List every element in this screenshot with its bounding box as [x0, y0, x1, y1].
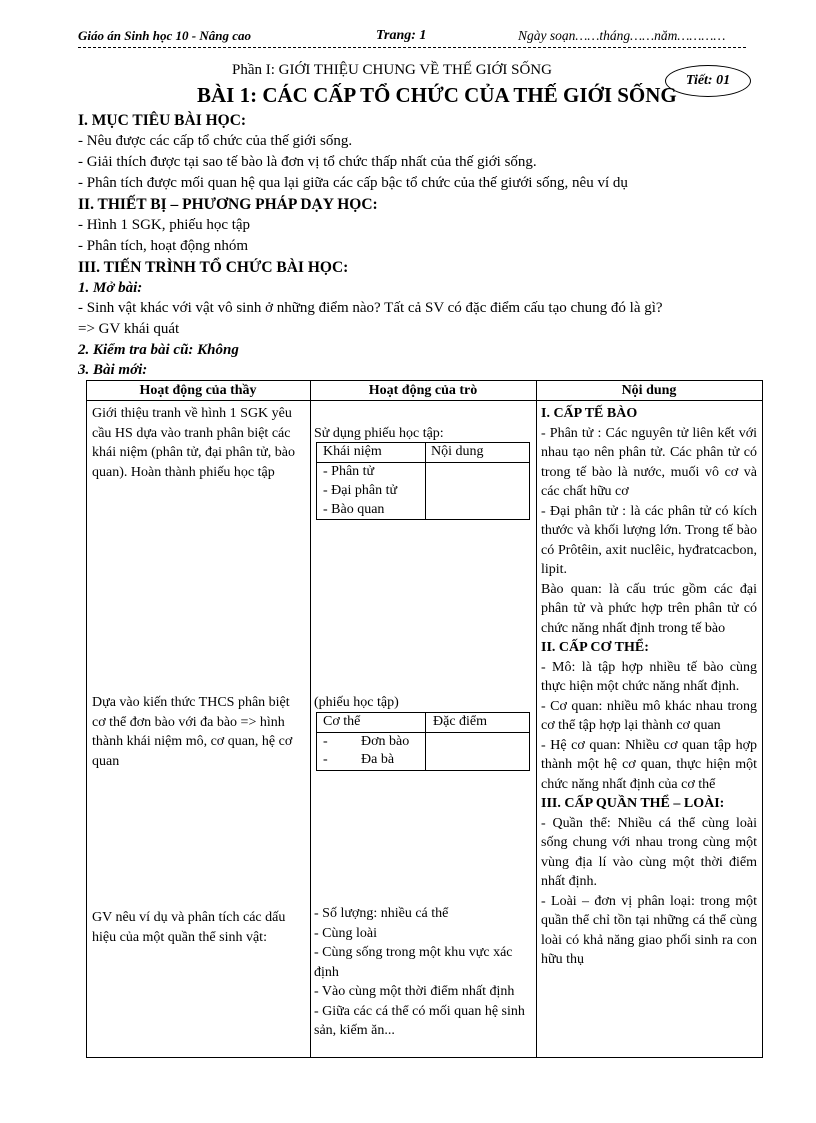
header-divider	[78, 47, 746, 48]
opening-question: - Sinh vật khác với vật vô sinh ở những điểm nào? Tất cả SV có đặc điểm cấu tạo chung đó là gì?	[78, 300, 663, 316]
ws2-header: Đặc điểm	[433, 714, 488, 729]
header-date: Ngày soạn……tháng……năm…………	[518, 28, 726, 43]
equipment-item: - Hình 1 SGK, phiếu học tập	[78, 217, 251, 233]
teacher-activity-1: Giới thiệu tranh về hình 1 SGK yêu cầu HS dựa vào tranh phân biệt các khái niệm (phân tử, đại phân tử, bào quan). Hoàn thành phiếu học tập	[92, 406, 295, 480]
teacher-activity-2: Dựa vào kiến thức THCS phân biệt cơ thể đơn bào với đa bào => hình thành khái niệm mô, cơ quan, hệ cơ quan	[92, 695, 293, 769]
opening-answer: => GV khái quát	[78, 321, 180, 337]
content-heading-population: III. CẤP QUẦN THỂ – LOÀI:	[541, 796, 725, 811]
part-title: Phần I: GIỚI THIỆU CHUNG VỀ THẾ GIỚI SỐNG	[232, 62, 552, 78]
page-header	[78, 26, 746, 48]
student-list-3	[314, 904, 530, 1041]
content-para: - Cơ quan: nhiều mô khác nhau trong cơ thể tập hợp lại thành cơ quan	[541, 698, 757, 733]
opening-heading: 1. Mở bài:	[78, 280, 143, 296]
ws1-row: - Bào quan	[323, 502, 385, 517]
header-content: Nội dung	[621, 383, 677, 398]
ws1-row: - Đại phân tử	[323, 483, 398, 498]
list-item: - Cùng loài	[314, 925, 377, 941]
content-heading-cell: I. CẤP TẾ BÀO	[541, 406, 638, 421]
content-para: - Quần thể: Nhiều cá thể cùng loài sống chung với nhau trong cùng một vùng địa lí vào cùng một thời điểm nhất định.	[541, 815, 757, 889]
ws1-row: - Phân tử	[323, 464, 375, 479]
objective-item: - Nêu được các cấp tổ chức của thế giới sống.	[78, 133, 353, 149]
content-para: - Mô: là tập hợp nhiều tế bào cùng thực hiện một chức năng nhất định.	[541, 659, 757, 694]
worksheet-2	[316, 712, 530, 771]
header-student: Hoạt động của trò	[368, 383, 478, 398]
worksheet-1	[316, 442, 530, 520]
lesson-table	[86, 380, 763, 1058]
list-item: - Giữa các cá thể có mối quan hệ sinh sản, kiếm ăn...	[314, 1003, 525, 1038]
list-item: - Vào cùng một thời điểm nhất định	[314, 984, 515, 999]
new-lesson-heading: 3. Bài mới:	[78, 362, 148, 378]
worksheet-2-label: (phiếu học tập)	[314, 695, 399, 710]
content-para: - Phân tử : Các nguyên tử liên kết với nhau tạo nên phân tử. Các phân tử có trong tế bào là nước, muối vô cơ và các chất hữu cơ	[541, 425, 757, 499]
content-para: Bào quan: là cấu trúc gồm các đại phân tử và phức hợp trên phân tử có chức năng nhất định trong tế bào	[541, 581, 757, 636]
process-heading: III. TIẾN TRÌNH TỔ CHỨC BÀI HỌC:	[78, 259, 349, 276]
header-course: Giáo án Sinh học 10 - Nâng cao	[78, 28, 251, 43]
content-para: - Loài – đơn vị phân loại: trong một quần thể chỉ tồn tại những cá thể cùng loài có khả năng giao phối sinh ra con hữu thụ	[541, 893, 757, 967]
ws2-dash: -	[323, 734, 328, 749]
content-heading-body: II. CẤP CƠ THỂ:	[541, 640, 649, 655]
ws2-header: Cơ thể	[323, 714, 361, 729]
list-item: - Số lượng: nhiều cá thể	[314, 906, 449, 921]
list-item: - Cùng sống trong một khu vực xác định	[314, 945, 513, 980]
objective-item: - Phân tích được mối quan hệ qua lại giữa các cấp bậc tổ chức của thế giưới sống, nêu ví dụ	[78, 175, 628, 191]
content-column	[541, 404, 757, 970]
period-badge: Tiết: 01	[665, 65, 751, 97]
teacher-activity-3: GV nêu ví dụ và phân tích các dấu hiệu của một quần thể sinh vật:	[92, 910, 286, 945]
objective-item: - Giải thích được tại sao tế bào là đơn vị tổ chức thấp nhất của thế giới sống.	[78, 154, 537, 170]
ws2-row: Đa bà	[361, 752, 395, 767]
equipment-heading: II. THIẾT BỊ – PHƯƠNG PHÁP DẠY HỌC:	[78, 196, 378, 213]
review-heading: 2. Kiểm tra bài cũ: Không	[78, 342, 239, 358]
ws2-dash: -	[323, 752, 328, 767]
content-para: - Đại phân tử : là các phân tử có kích thước và khối lượng lớn. Trong tế bào có Prôtêin, axit nuclêic, hyđratcacbon, lipit.	[541, 503, 757, 577]
ws1-header: Nội dung	[431, 444, 484, 459]
equipment-item: - Phân tích, hoạt động nhóm	[78, 238, 248, 254]
header-page: Trang: 1	[376, 28, 427, 43]
header-teacher: Hoạt động của thầy	[139, 383, 257, 398]
lesson-title: BÀI 1: CÁC CẤP TỔ CHỨC CỦA THẾ GIỚI SỐNG	[197, 83, 677, 107]
ws2-row: Đơn bào	[361, 734, 410, 749]
objectives-heading: I. MỤC TIÊU BÀI HỌC:	[78, 112, 247, 129]
ws1-header: Khái niệm	[323, 444, 382, 459]
content-para: - Hệ cơ quan: Nhiều cơ quan tập hợp thành một hệ cơ quan, thực hiện một chức năng nhất định của cơ thể	[541, 737, 757, 792]
worksheet-1-label: Sử dụng phiếu học tập:	[314, 426, 444, 441]
